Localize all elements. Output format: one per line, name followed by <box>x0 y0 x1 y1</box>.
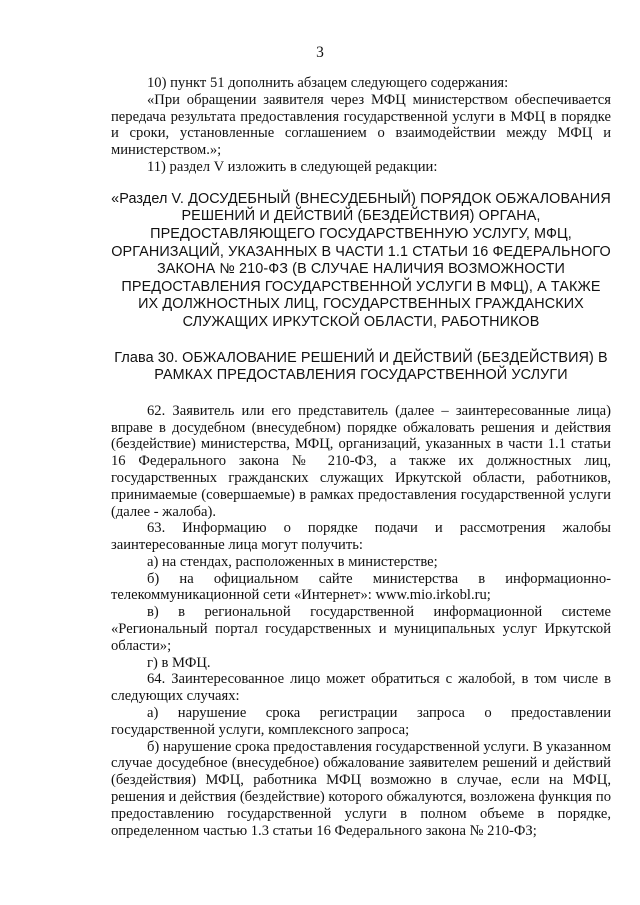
paragraph-64: 64. Заинтересованное лицо может обратиться с жалобой, в том числе в следующих случаях: <box>111 671 611 705</box>
paragraph-63-a: а) на стендах, расположенных в министерстве; <box>147 553 438 570</box>
chapter-heading: Глава 30. ОБЖАЛОВАНИЕ РЕШЕНИЙ И ДЕЙСТВИЙ (БЕЗДЕЙСТВИЯ) В РАМКАХ ПРЕДОСТАВЛЕНИЯ ГОСУДАРСТВЕННОЙ УСЛУГИ <box>114 349 608 384</box>
page-number: 3 <box>316 44 324 61</box>
section-heading: «Раздел V. ДОСУДЕБНЫЙ (ВНЕСУДЕБНЫЙ) ПОРЯДОК ОБЖАЛОВАНИЯ РЕШЕНИЙ И ДЕЙСТВИЙ (БЕЗДЕЙСТВИЯ) ОРГАНА, ПРЕДОСТАВЛЯЮЩЕГО ГОСУДАРСТВЕННУЮ УСЛУГУ, МФЦ, ОРГАНИЗАЦИЙ, УКАЗАННЫХ В ЧАСТИ 1.1 СТАТЬИ 16 ФЕДЕРАЛЬНОГО ЗАКОНА № 210-ФЗ (В СЛУЧАЕ НАЛИЧИЯ ВОЗМОЖНОСТИ ПРЕДОСТАВЛЕНИЯ ГОСУДАРСТВЕННОЙ УСЛУГИ В МФЦ), А ТАКЖЕ ИХ ДОЛЖНОСТНЫХ ЛИЦ, ГОСУДАРСТВЕННЫХ ГРАЖДАНСКИХ СЛУЖАЩИХ ИРКУТСКОЙ ОБЛАСТИ, РАБОТНИКОВ <box>111 190 611 330</box>
document-body <box>111 75 611 839</box>
paragraph-63-g: г) в МФЦ. <box>147 654 211 671</box>
paragraph-quote-mfc: «При обращении заявителя через МФЦ министерством обеспечивается передача результата предоставления государственной услуги в МФЦ в порядке и сроки, установленные соглашением о взаимодействии между МФЦ и министерством.»; <box>111 91 611 159</box>
paragraph-64-b: б) нарушение срока предоставления государственной услуги. В указанном случае досудебное (внесудебное) обжалование заявителем решений и действий (бездействия) МФЦ, работника МФЦ возможно в случае, если на МФЦ, решения и действия (бездействие) которого обжалуются, возложена функция по предоставлению государственной услуги в полном объеме в порядке, определенном частью 1.3 статьи 16 Федерального закона № 210-ФЗ; <box>111 738 611 839</box>
paragraph-item-11: 11) раздел V изложить в следующей редакции: <box>147 158 438 175</box>
paragraph-63-v: в) в региональной государственной информационной системе «Региональный портал государственных и муниципальных услуг Иркутской области»; <box>111 604 611 654</box>
paragraph-62: 62. Заявитель или его представитель (далее – заинтересованные лица) вправе в досудебном (внесудебном) порядке обжаловать решения и действия (бездействие) министерства, МФЦ, организаций, указанных в части 1.1 статьи 16 Федерального закона № 210-ФЗ, а также их должностных лиц, государственных гражданских служащих Иркутской области, работников, принимаемые (совершаемые) в рамках предоставления государственной услуги (далее - жалоба). <box>111 402 611 520</box>
paragraph-63: 63. Информацию о порядке подачи и рассмотрения жалобы заинтересованные лица могут получить: <box>111 520 611 554</box>
paragraph-63-b: б) на официальном сайте министерства в информационно-телекоммуникационной сети «Интернет»: www.mio.irkobl.ru; <box>111 570 611 604</box>
paragraph-64-a: а) нарушение срока регистрации запроса о предоставлении государственной услуги, комплексного запроса; <box>111 705 611 738</box>
paragraph-item-10: 10) пункт 51 дополнить абзацем следующего содержания: <box>147 75 509 91</box>
